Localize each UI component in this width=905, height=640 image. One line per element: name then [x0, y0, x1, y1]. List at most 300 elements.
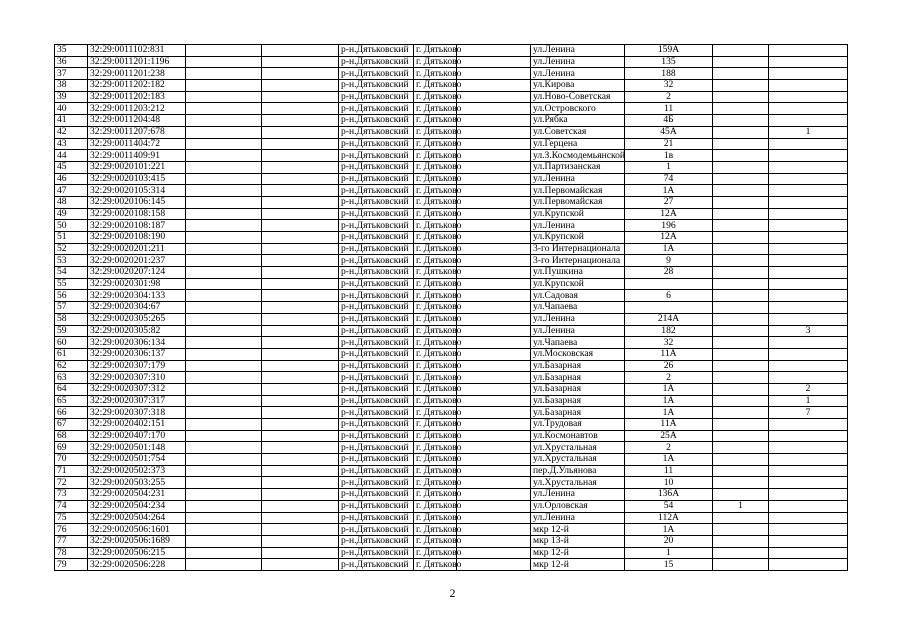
district-cell: р-н.Дятьковский — [339, 278, 414, 290]
table-row — [55, 407, 848, 419]
cadastral-number-cell: 32:29:0020103:415 — [88, 173, 186, 185]
district-cell: р-н.Дятьковский — [339, 161, 414, 173]
empty-cell — [457, 477, 531, 489]
house-number-cell: 10 — [625, 477, 713, 489]
street-cell: ул.Базарная — [531, 383, 625, 395]
empty-cell — [186, 45, 262, 57]
value-cell-1 — [713, 173, 769, 185]
empty-cell — [186, 91, 262, 103]
empty-cell — [186, 477, 262, 489]
street-cell: ул.З.Космодемьянской — [531, 150, 625, 162]
table-row — [55, 337, 848, 349]
empty-cell — [186, 313, 262, 325]
town-cell: г. Дятьково — [414, 196, 457, 208]
house-number-cell: 54 — [625, 500, 713, 512]
value-cell-2 — [769, 535, 848, 547]
town-cell: г. Дятьково — [414, 512, 457, 524]
house-number-cell: 25А — [625, 430, 713, 442]
empty-cell — [457, 383, 531, 395]
house-number-cell: 74 — [625, 173, 713, 185]
table-row — [55, 161, 848, 173]
cadastral-number-cell: 32:29:0020501:754 — [88, 454, 186, 466]
town-cell: г. Дятьково — [414, 383, 457, 395]
table-row — [55, 56, 848, 68]
street-cell: ул.Герцена — [531, 138, 625, 150]
town-cell: г. Дятьково — [414, 103, 457, 115]
empty-cell — [262, 267, 339, 279]
value-cell-1 — [713, 383, 769, 395]
street-cell: ул.Крупской — [531, 208, 625, 220]
empty-cell — [186, 360, 262, 372]
value-cell-2 — [769, 278, 848, 290]
table-row — [55, 430, 848, 442]
house-number-cell: 1 — [625, 547, 713, 559]
empty-cell — [457, 348, 531, 360]
street-cell: ул.Космонавтов — [531, 430, 625, 442]
district-cell: р-н.Дятьковский — [339, 56, 414, 68]
row-number-cell: 64 — [55, 383, 88, 395]
row-number-cell: 46 — [55, 173, 88, 185]
value-cell-1 — [713, 208, 769, 220]
district-cell: р-н.Дятьковский — [339, 103, 414, 115]
value-cell-1 — [713, 150, 769, 162]
value-cell-1 — [713, 91, 769, 103]
empty-cell — [457, 91, 531, 103]
value-cell-1 — [713, 407, 769, 419]
table-row — [55, 302, 848, 314]
empty-cell — [262, 185, 339, 197]
empty-cell — [457, 56, 531, 68]
house-number-cell: 159А — [625, 45, 713, 57]
street-cell: ул.Садовая — [531, 290, 625, 302]
cadastral-number-cell: 32:29:0011204:48 — [88, 115, 186, 127]
cadastral-number-cell: 32:29:0020402:151 — [88, 419, 186, 431]
row-number-cell: 78 — [55, 547, 88, 559]
cadastral-number-cell: 32:29:0011404:72 — [88, 138, 186, 150]
town-cell: г. Дятьково — [414, 337, 457, 349]
town-cell: г. Дятьково — [414, 442, 457, 454]
cadastral-number-cell: 32:29:0020108:158 — [88, 208, 186, 220]
empty-cell — [186, 454, 262, 466]
district-cell: р-н.Дятьковский — [339, 243, 414, 255]
value-cell-2: 2 — [769, 383, 848, 395]
row-number-cell: 67 — [55, 419, 88, 431]
empty-cell — [457, 208, 531, 220]
row-number-cell: 53 — [55, 255, 88, 267]
value-cell-2 — [769, 442, 848, 454]
value-cell-2 — [769, 45, 848, 57]
value-cell-1 — [713, 372, 769, 384]
value-cell-1 — [713, 103, 769, 115]
cadastral-number-cell: 32:29:0020503:255 — [88, 477, 186, 489]
value-cell-2 — [769, 150, 848, 162]
district-cell: р-н.Дятьковский — [339, 138, 414, 150]
empty-cell — [186, 278, 262, 290]
table-row — [55, 185, 848, 197]
row-number-cell: 68 — [55, 430, 88, 442]
empty-cell — [186, 103, 262, 115]
empty-cell — [457, 489, 531, 501]
district-cell: р-н.Дятьковский — [339, 559, 414, 571]
street-cell: ул.Ленина — [531, 173, 625, 185]
cadastral-number-cell: 32:29:0020101:221 — [88, 161, 186, 173]
cadastral-number-cell: 32:29:0020504:234 — [88, 500, 186, 512]
value-cell-1 — [713, 255, 769, 267]
empty-cell — [262, 232, 339, 244]
value-cell-1 — [713, 196, 769, 208]
town-cell: г. Дятьково — [414, 161, 457, 173]
street-cell: ул.Чапаева — [531, 337, 625, 349]
row-number-cell: 45 — [55, 161, 88, 173]
empty-cell — [262, 360, 339, 372]
town-cell: г. Дятьково — [414, 360, 457, 372]
street-cell: 3-го Интернационала — [531, 255, 625, 267]
cadastral-number-cell: 32:29:0011207:678 — [88, 126, 186, 138]
value-cell-1 — [713, 535, 769, 547]
empty-cell — [262, 45, 339, 57]
empty-cell — [262, 325, 339, 337]
empty-cell — [186, 80, 262, 92]
cadastral-number-cell: 32:29:0020506:1689 — [88, 535, 186, 547]
town-cell: г. Дятьково — [414, 56, 457, 68]
street-cell: ул.Трудовая — [531, 419, 625, 431]
row-number-cell: 73 — [55, 489, 88, 501]
empty-cell — [186, 512, 262, 524]
empty-cell — [262, 56, 339, 68]
value-cell-2 — [769, 243, 848, 255]
empty-cell — [262, 500, 339, 512]
district-cell: р-н.Дятьковский — [339, 45, 414, 57]
empty-cell — [186, 348, 262, 360]
row-number-cell: 77 — [55, 535, 88, 547]
house-number-cell: 11 — [625, 465, 713, 477]
table-row — [55, 68, 848, 80]
row-number-cell: 74 — [55, 500, 88, 512]
value-cell-2 — [769, 161, 848, 173]
street-cell: ул.Хрустальная — [531, 442, 625, 454]
table-row — [55, 255, 848, 267]
table-row — [55, 559, 848, 571]
district-cell: р-н.Дятьковский — [339, 360, 414, 372]
house-number-cell: 1А — [625, 383, 713, 395]
table-row — [55, 500, 848, 512]
table-row — [55, 150, 848, 162]
cadastral-number-cell: 32:29:0020201:237 — [88, 255, 186, 267]
empty-cell — [186, 524, 262, 536]
street-cell: ул.Рябка — [531, 115, 625, 127]
cadastral-number-cell: 32:29:0020304:67 — [88, 302, 186, 314]
value-cell-2: 7 — [769, 407, 848, 419]
value-cell-1 — [713, 454, 769, 466]
table-row — [55, 278, 848, 290]
district-cell: р-н.Дятьковский — [339, 337, 414, 349]
row-number-cell: 66 — [55, 407, 88, 419]
cadastral-number-cell: 32:29:0020506:215 — [88, 547, 186, 559]
town-cell: г. Дятьково — [414, 185, 457, 197]
district-cell: р-н.Дятьковский — [339, 442, 414, 454]
empty-cell — [186, 150, 262, 162]
empty-cell — [186, 419, 262, 431]
cadastral-number-cell: 32:29:0020502:373 — [88, 465, 186, 477]
empty-cell — [262, 150, 339, 162]
row-number-cell: 41 — [55, 115, 88, 127]
street-cell: пер.Д.Ульянова — [531, 465, 625, 477]
empty-cell — [186, 383, 262, 395]
table-row — [55, 115, 848, 127]
empty-cell — [457, 103, 531, 115]
value-cell-2 — [769, 185, 848, 197]
town-cell: г. Дятьково — [414, 407, 457, 419]
row-number-cell: 54 — [55, 267, 88, 279]
empty-cell — [457, 442, 531, 454]
district-cell: р-н.Дятьковский — [339, 465, 414, 477]
empty-cell — [186, 68, 262, 80]
value-cell-1 — [713, 68, 769, 80]
empty-cell — [262, 407, 339, 419]
house-number-cell: 11А — [625, 348, 713, 360]
empty-cell — [262, 559, 339, 571]
row-number-cell: 43 — [55, 138, 88, 150]
street-cell: ул.Ленина — [531, 56, 625, 68]
empty-cell — [457, 243, 531, 255]
table-row — [55, 442, 848, 454]
value-cell-2 — [769, 56, 848, 68]
district-cell: р-н.Дятьковский — [339, 383, 414, 395]
empty-cell — [457, 255, 531, 267]
empty-cell — [262, 535, 339, 547]
empty-cell — [186, 407, 262, 419]
street-cell: ул.Базарная — [531, 372, 625, 384]
value-cell-2 — [769, 430, 848, 442]
empty-cell — [457, 161, 531, 173]
empty-cell — [186, 489, 262, 501]
street-cell: ул.Ленина — [531, 45, 625, 57]
house-number-cell: 32 — [625, 337, 713, 349]
house-number-cell: 4Б — [625, 115, 713, 127]
cadastral-number-cell: 32:29:0020506:1601 — [88, 524, 186, 536]
empty-cell — [457, 465, 531, 477]
value-cell-1 — [713, 547, 769, 559]
street-cell: ул.Ленина — [531, 512, 625, 524]
empty-cell — [457, 325, 531, 337]
row-number-cell: 37 — [55, 68, 88, 80]
street-cell: ул.Базарная — [531, 407, 625, 419]
value-cell-1 — [713, 115, 769, 127]
house-number-cell: 12А — [625, 232, 713, 244]
value-cell-2 — [769, 220, 848, 232]
house-number-cell: 21 — [625, 138, 713, 150]
empty-cell — [186, 232, 262, 244]
empty-cell — [186, 559, 262, 571]
street-cell: ул.Ленина — [531, 313, 625, 325]
table-row — [55, 535, 848, 547]
street-cell: ул.Базарная — [531, 395, 625, 407]
value-cell-2 — [769, 477, 848, 489]
house-number-cell: 2 — [625, 91, 713, 103]
district-cell: р-н.Дятьковский — [339, 325, 414, 337]
cadastral-number-cell: 32:29:0020307:318 — [88, 407, 186, 419]
house-number-cell: 15 — [625, 559, 713, 571]
street-cell: ул.Орловская — [531, 500, 625, 512]
town-cell: г. Дятьково — [414, 68, 457, 80]
town-cell: г. Дятьково — [414, 243, 457, 255]
house-number-cell: 1в — [625, 150, 713, 162]
row-number-cell: 56 — [55, 290, 88, 302]
empty-cell — [457, 395, 531, 407]
row-number-cell: 39 — [55, 91, 88, 103]
value-cell-2 — [769, 173, 848, 185]
cadastral-number-cell: 32:29:0020108:187 — [88, 220, 186, 232]
empty-cell — [457, 138, 531, 150]
house-number-cell — [625, 278, 713, 290]
town-cell: г. Дятьково — [414, 465, 457, 477]
town-cell: г. Дятьково — [414, 255, 457, 267]
cadastral-number-cell: 32:29:0020108:190 — [88, 232, 186, 244]
empty-cell — [186, 138, 262, 150]
table-row — [55, 220, 848, 232]
empty-cell — [262, 290, 339, 302]
district-cell: р-н.Дятьковский — [339, 208, 414, 220]
value-cell-1 — [713, 419, 769, 431]
empty-cell — [186, 547, 262, 559]
house-number-cell: 12А — [625, 208, 713, 220]
town-cell: г. Дятьково — [414, 208, 457, 220]
empty-cell — [262, 512, 339, 524]
value-cell-1 — [713, 442, 769, 454]
empty-cell — [186, 220, 262, 232]
district-cell: р-н.Дятьковский — [339, 419, 414, 431]
value-cell-2 — [769, 68, 848, 80]
town-cell: г. Дятьково — [414, 559, 457, 571]
district-cell: р-н.Дятьковский — [339, 68, 414, 80]
value-cell-1 — [713, 465, 769, 477]
value-cell-1 — [713, 489, 769, 501]
row-number-cell: 58 — [55, 313, 88, 325]
empty-cell — [262, 103, 339, 115]
table-row — [55, 138, 848, 150]
cadastral-number-cell: 32:29:0020207:124 — [88, 267, 186, 279]
street-cell: ул.Хрустальная — [531, 454, 625, 466]
row-number-cell: 61 — [55, 348, 88, 360]
cadastral-number-cell: 32:29:0020305:82 — [88, 325, 186, 337]
town-cell: г. Дятьково — [414, 278, 457, 290]
value-cell-2 — [769, 267, 848, 279]
row-number-cell: 51 — [55, 232, 88, 244]
row-number-cell: 69 — [55, 442, 88, 454]
row-number-cell: 72 — [55, 477, 88, 489]
house-number-cell: 214А — [625, 313, 713, 325]
empty-cell — [457, 512, 531, 524]
empty-cell — [457, 430, 531, 442]
house-number-cell: 1А — [625, 407, 713, 419]
empty-cell — [186, 267, 262, 279]
district-cell: р-н.Дятьковский — [339, 255, 414, 267]
table-row — [55, 80, 848, 92]
empty-cell — [186, 500, 262, 512]
town-cell: г. Дятьково — [414, 524, 457, 536]
town-cell: г. Дятьково — [414, 302, 457, 314]
district-cell: р-н.Дятьковский — [339, 185, 414, 197]
town-cell: г. Дятьково — [414, 173, 457, 185]
street-cell: ул.Кирова — [531, 80, 625, 92]
cadastral-number-cell: 32:29:0011203:212 — [88, 103, 186, 115]
value-cell-2 — [769, 80, 848, 92]
cadastral-number-cell: 32:29:0020307:179 — [88, 360, 186, 372]
district-cell: р-н.Дятьковский — [339, 477, 414, 489]
value-cell-1 — [713, 161, 769, 173]
district-cell: р-н.Дятьковский — [339, 395, 414, 407]
empty-cell — [262, 465, 339, 477]
table-row — [55, 383, 848, 395]
empty-cell — [262, 126, 339, 138]
street-cell: ул.Базарная — [531, 360, 625, 372]
empty-cell — [457, 535, 531, 547]
district-cell: р-н.Дятьковский — [339, 115, 414, 127]
row-number-cell: 44 — [55, 150, 88, 162]
table-row — [55, 267, 848, 279]
house-number-cell: 11А — [625, 419, 713, 431]
row-number-cell: 65 — [55, 395, 88, 407]
street-cell: ул.Хрустальная — [531, 477, 625, 489]
value-cell-2 — [769, 547, 848, 559]
value-cell-2 — [769, 372, 848, 384]
cadastral-number-cell: 32:29:0020306:134 — [88, 337, 186, 349]
empty-cell — [262, 278, 339, 290]
street-cell: мкр 13-й — [531, 535, 625, 547]
town-cell: г. Дятьково — [414, 430, 457, 442]
town-cell: г. Дятьково — [414, 232, 457, 244]
house-number-cell: 26 — [625, 360, 713, 372]
table-row — [55, 325, 848, 337]
table-row — [55, 126, 848, 138]
value-cell-1 — [713, 80, 769, 92]
empty-cell — [186, 325, 262, 337]
value-cell-1 — [713, 232, 769, 244]
house-number-cell: 2 — [625, 372, 713, 384]
street-cell: ул.Крупской — [531, 232, 625, 244]
house-number-cell: 1А — [625, 185, 713, 197]
district-cell: р-н.Дятьковский — [339, 196, 414, 208]
empty-cell — [186, 430, 262, 442]
empty-cell — [457, 290, 531, 302]
empty-cell — [186, 290, 262, 302]
empty-cell — [186, 196, 262, 208]
value-cell-2 — [769, 348, 848, 360]
district-cell: р-н.Дятьковский — [339, 290, 414, 302]
district-cell: р-н.Дятьковский — [339, 348, 414, 360]
empty-cell — [186, 372, 262, 384]
table-row — [55, 360, 848, 372]
empty-cell — [262, 477, 339, 489]
cadastral-number-cell: 32:29:0020304:133 — [88, 290, 186, 302]
house-number-cell: 182 — [625, 325, 713, 337]
value-cell-1 — [713, 430, 769, 442]
value-cell-2 — [769, 302, 848, 314]
value-cell-1 — [713, 185, 769, 197]
empty-cell — [262, 208, 339, 220]
empty-cell — [186, 465, 262, 477]
empty-cell — [186, 208, 262, 220]
cadastral-number-cell: 32:29:0020106:145 — [88, 196, 186, 208]
value-cell-1 — [713, 524, 769, 536]
empty-cell — [186, 56, 262, 68]
empty-cell — [262, 161, 339, 173]
street-cell: ул.Первомайская — [531, 196, 625, 208]
empty-cell — [262, 243, 339, 255]
street-cell: ул.Пушкина — [531, 267, 625, 279]
empty-cell — [262, 454, 339, 466]
value-cell-2: 1 — [769, 126, 848, 138]
